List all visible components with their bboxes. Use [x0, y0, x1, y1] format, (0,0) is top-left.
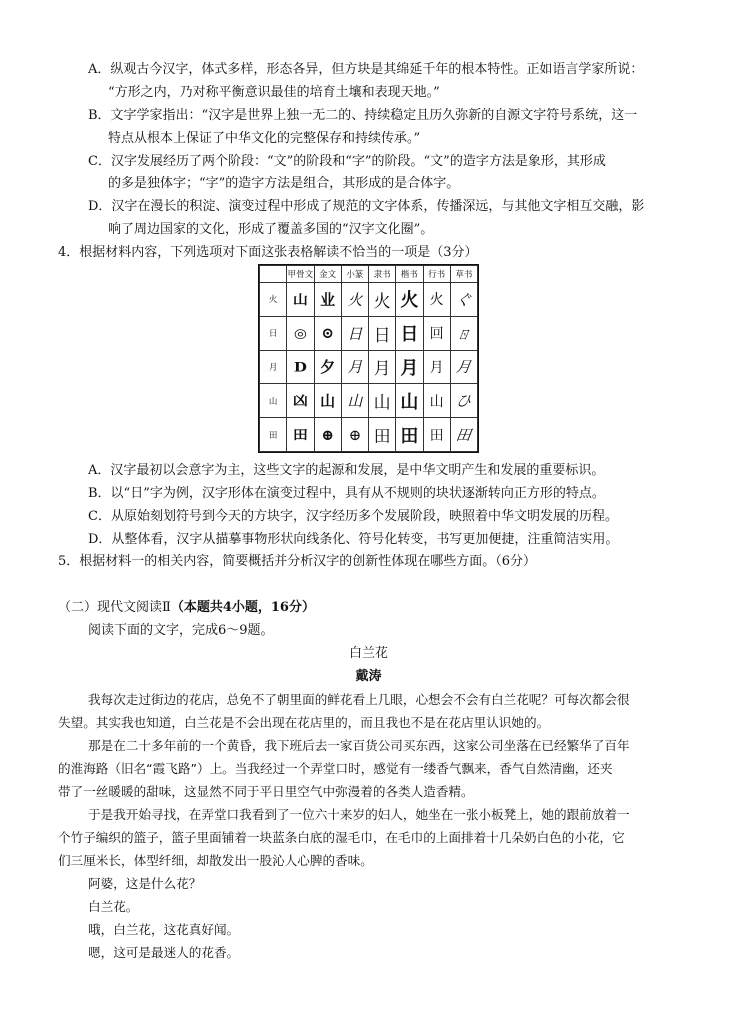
paragraph-3-line1: 于是我开始寻找，在弄堂口我看到了一位六十来岁的妇人，她坐在一张小板凳上，她的跟前放着一 — [88, 807, 630, 822]
row-label-field: 田 — [260, 418, 287, 452]
row-label-sun: 日 — [260, 316, 287, 350]
paragraph-2-line3: 带了一丝暖暖的甜味，这显然不同于平日里空气中弥漫着的各类人造香精。 — [58, 784, 474, 799]
paragraph-2-line1: 那是在二十多年前的一个黄昏，我下班后去一家百货公司买东西，这家公司坐落在已经繁华了百年 — [88, 738, 630, 753]
row-label-fire: 火 — [260, 283, 287, 317]
glyph-sun-oracle: ◎ — [293, 325, 307, 341]
glyph-field-cursive: 田 — [455, 426, 473, 445]
glyph-moon-running: 月 — [429, 359, 444, 376]
glyph-field-running: 田 — [429, 427, 444, 444]
glyph-mountain-regular: 山 — [400, 391, 419, 413]
character-evolution-table — [258, 264, 479, 453]
glyph-fire-oracle: 山 — [292, 292, 308, 308]
q3-option-d-line2: 响了周边国家的文化，形成了覆盖多国的“汉字文化圈”。 — [108, 222, 434, 237]
glyph-mountain-seal: 山 — [347, 392, 363, 411]
glyph-moon-bronze: 夕 — [320, 358, 336, 377]
section2-instruction: 阅读下面的文字，完成6～9题。 — [88, 623, 274, 638]
header-cursive: 草书 — [450, 266, 477, 283]
glyph-fire-regular: 火 — [400, 290, 419, 312]
paragraph-1-line2: 失望。其实我也知道，白兰花是不会出现在花店里的，而且我也不是在花店里认识她的。 — [58, 715, 550, 730]
section2-heading-meta: （本题共4小题，16分） — [170, 600, 315, 615]
q3-option-c-line1: C．汉字发展经历了两个阶段：“文”的阶段和“字”的阶段。“文”的造字方法是象形，其形成 — [88, 154, 606, 169]
glyph-mountain-bronze: 山 — [320, 392, 336, 411]
paragraph-2-line2: 的淮海路（旧名“霞飞路”）上。当我经过一个弄堂口时，感觉有一缕香气飘来，香气自然清幽，还夹 — [58, 761, 613, 776]
row-label-mountain: 山 — [260, 384, 287, 418]
table-corner — [260, 266, 287, 283]
glyph-mountain-oracle: 凶 — [292, 393, 308, 409]
glyph-field-regular: 田 — [400, 425, 419, 447]
header-running: 行书 — [423, 266, 450, 283]
glyph-fire-seal: 火 — [347, 290, 363, 309]
glyph-moon-regular: 月 — [400, 357, 419, 379]
q4-option-a: A．汉字最初以会意字为主，这些文字的起源和发展，是中华文明产生和发展的重要标识。 — [88, 463, 605, 478]
glyph-field-clerical: 田 — [373, 427, 391, 448]
glyph-fire-clerical: 火 — [373, 291, 391, 312]
glyph-sun-seal: 日 — [347, 324, 363, 343]
glyph-sun-bronze: ⊙ — [321, 324, 334, 343]
dialogue-line-2: 白兰花。 — [88, 899, 139, 914]
q4-option-d: D．从整体看，汉字从描摹事物形状向线条化、符号化转变，书写更加便捷，注重简洁实用。 — [88, 532, 619, 547]
glyph-fire-running: 火 — [429, 292, 444, 309]
header-small-seal: 小篆 — [341, 266, 368, 283]
glyph-moon-cursive: 月 — [455, 358, 473, 377]
header-regular: 楷书 — [396, 266, 423, 283]
glyph-fire-bronze: 业 — [320, 290, 336, 309]
q4-option-b: B．以“日”字为例，汉字形体在演变过程中，具有从不规则的块状逐渐转向正方形的特点。 — [88, 486, 605, 501]
q4-stem: 4．根据材料内容，下列选项对下面这张表格解读不恰当的一项是（3分） — [58, 245, 478, 260]
glyph-sun-regular: 日 — [400, 324, 419, 346]
paragraph-1-line1: 我每次走过街边的花店，总免不了朝里面的鲜花看上几眼，心想会不会有白兰花呢？可每次都会很 — [88, 692, 630, 707]
glyph-field-seal: ⊕ — [348, 425, 362, 444]
glyph-moon-clerical: 月 — [373, 359, 391, 380]
glyph-moon-seal: 月 — [347, 358, 363, 377]
q4-option-c: C．从原始刻划符号到今天的方块字，汉字经历多个发展阶段，映照着中华文明发展的历程。 — [88, 509, 618, 524]
glyph-field-oracle: 田 — [292, 427, 308, 443]
q3-option-c-line2: 的多是独体字；“字”的造字方法是组合，其形成的是合体字。 — [108, 176, 460, 191]
glyph-mountain-clerical: 山 — [373, 393, 391, 414]
section2-heading-prefix: （二）现代文阅读Ⅱ — [58, 600, 171, 615]
glyph-moon-oracle: D — [293, 359, 307, 375]
row-label-moon: 月 — [260, 350, 287, 384]
glyph-sun-clerical: 日 — [373, 325, 391, 346]
q3-option-a-line1: A．纵观古今汉字，体式多样，形态各异，但方块是其绵延千年的根本特性。正如语言学家所说： — [88, 62, 644, 77]
q3-option-a-line2: “方形之内，乃对称平衡意识最佳的培育土壤和表现天地。” — [108, 85, 440, 100]
paragraph-3-line3: 们三厘米长，体型纤细，却散发出一股沁人心脾的香味。 — [58, 853, 373, 868]
dialogue-line-4: 嗯，这可是最迷人的花香。 — [88, 945, 240, 960]
glyph-mountain-cursive: ひ — [455, 392, 473, 411]
header-oracle-bone: 甲骨文 — [287, 266, 314, 283]
header-bronze: 金文 — [314, 266, 341, 283]
glyph-sun-cursive: ㄖ — [455, 324, 473, 343]
glyph-mountain-running: 山 — [429, 393, 444, 410]
q5-stem: 5．根据材料一的相关内容，简要概括并分析汉字的创新性体现在哪些方面。（6分） — [58, 554, 537, 569]
dialogue-line-1: 阿婆，这是什么花？ — [88, 876, 202, 891]
paragraph-3-line2: 个竹子编织的篮子，篮子里面铺着一块蓝条白底的湿毛巾，在毛巾的上面排着十几朵奶白色的小花，它 — [58, 830, 625, 845]
q3-option-d-line1: D．汉字在漫长的积淀、演变过程中形成了规范的文字体系，传播深远，与其他文字相互交融，影 — [88, 199, 645, 214]
section2-heading — [58, 599, 315, 617]
header-clerical: 隶书 — [369, 266, 396, 283]
dialogue-line-3: 哦，白兰花，这花真好闻。 — [88, 922, 240, 937]
article-author: 戴涛 — [355, 669, 382, 684]
article-title: 白兰花 — [348, 646, 388, 661]
glyph-sun-running: 回 — [429, 326, 444, 343]
q3-option-b-line1: B．文字学家指出：“汉字是世界上独一无二的、持续稳定且历久弥新的自源文字符号系统，这一 — [88, 108, 638, 123]
q3-option-b-line2: 特点从根本上保证了中华文化的完整保存和持续传承。” — [108, 131, 421, 146]
glyph-field-bronze: ⊕ — [321, 425, 334, 444]
glyph-fire-cursive: ぐ — [455, 290, 473, 309]
